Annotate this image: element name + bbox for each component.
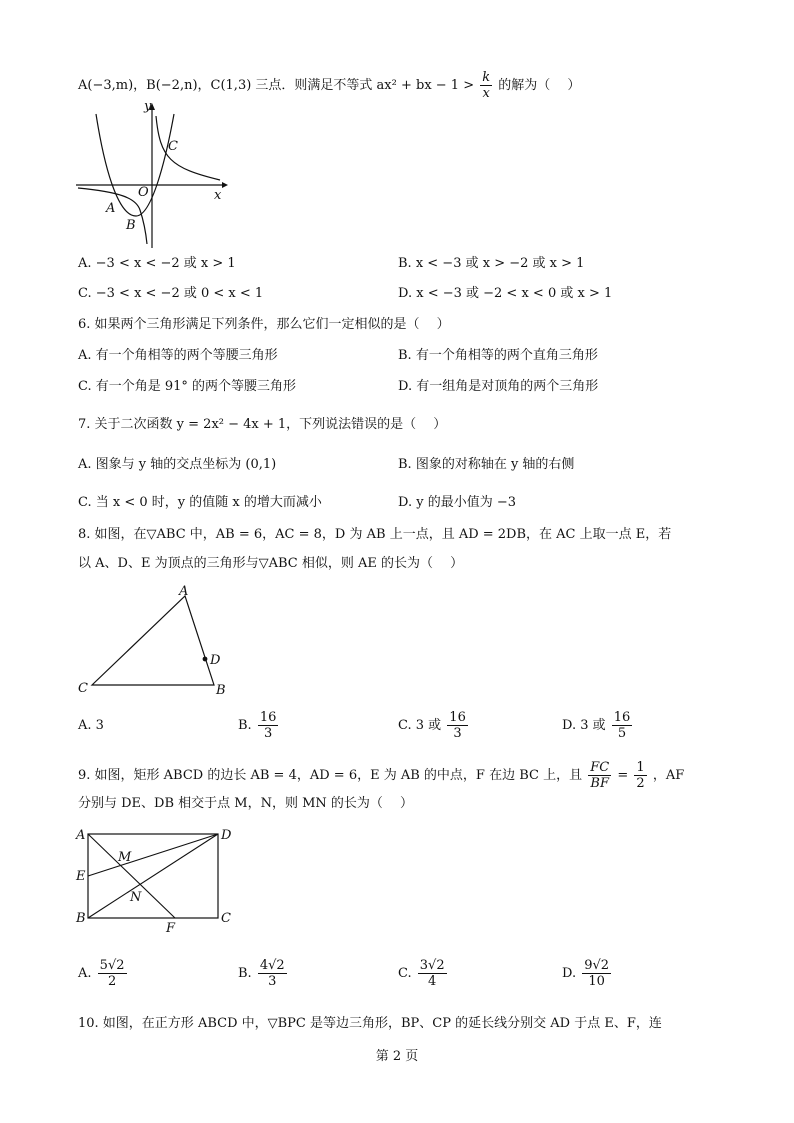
q9-option-a [78,954,129,994]
q6-option-c: C. 有一个角是 91° 的两个等腰三角形 [78,379,297,394]
q8-option-c-den: 3 [453,726,462,741]
q5-hyperbola-right [156,116,220,180]
q8-option-d-prefix: D. 3 或 [562,718,606,733]
q9-label-d: D [221,828,232,843]
q8-option-b-fraction [258,710,279,741]
q8-option-a: A. 3 [78,718,104,733]
q8-option-c-prefix: C. 3 或 [398,718,442,733]
page-number: 第 2 页 [375,1049,419,1064]
q5-label-c: C [168,139,178,154]
q9-label-n: N [130,890,142,905]
q5-option-d: D. x < −3 或 −2 < x < 0 或 x > 1 [398,286,613,301]
q8-label-c: C [78,681,88,696]
q8-option-c-fraction [447,710,468,741]
q9-stem-line1-tail: ，AF [652,768,685,783]
q5-label-x: x [214,188,222,203]
q9-frac2-den: 2 [636,776,645,791]
q5-option-b: B. x < −3 或 x > −2 或 x > 1 [398,256,585,271]
q6-option-b: B. 有一个角相等的两个直角三角形 [398,348,598,363]
q9-option-b-fraction [258,958,287,989]
q8-point-d [203,657,208,662]
q9-segment-af [88,834,175,918]
q5-fraction [480,70,492,101]
q9-option-b-den: 3 [268,974,277,989]
q8-option-b [238,707,280,745]
q9-option-d-prefix: D. [562,966,577,981]
q5-label-y: y [144,99,152,114]
q5-x-arrow [222,182,228,188]
q8-option-c [398,707,470,745]
q9-stem-line2: 分别与 DE、DB 相交于点 M，N，则 MN 的长为（ ） [78,796,414,811]
q9-segment-db [88,834,218,918]
q5-frac-num: k [482,70,491,85]
q9-option-c-prefix: C. [398,966,412,981]
q5-frac-den: x [482,86,490,101]
q9-option-d-num: 9√2 [584,958,610,973]
q5-option-c: C. −3 < x < −2 或 0 < x < 1 [78,286,264,301]
q7-option-a: A. 图象与 y 轴的交点坐标为 (0,1) [78,457,277,472]
q8-label-b: B [216,683,226,698]
q9-option-b-num: 4√2 [259,958,285,973]
q8-option-c-num: 16 [449,710,466,725]
q9-option-d-den: 10 [588,974,605,989]
q8-option-d [562,707,634,745]
q9-label-a: A [76,828,86,843]
q9-segment-de [88,834,218,876]
q8-stem-line2: 以 A、D、E 为顶点的三角形与▽ABC 相似，则 AE 的长为（ ） [78,556,464,571]
q8-option-d-num: 16 [613,710,631,725]
q9-label-c: C [221,911,231,926]
q5-label-o: O [138,185,149,200]
q8-label-d: D [210,653,221,668]
q9-option-c-fraction [418,958,447,989]
q9-fraction-fc-bf [588,760,611,791]
q9-option-a-fraction [98,958,127,989]
q8-option-b-prefix: B. [238,718,252,733]
q9-option-a-den: 2 [107,974,117,989]
q9-option-b [238,954,289,994]
q6-stem: 6. 如果两个三角形满足下列条件，那么它们一定相似的是（ ） [78,317,450,332]
q9-label-f: F [166,921,176,934]
q9-frac2-num: 1 [636,760,645,775]
q7-option-b: B. 图象的对称轴在 y 轴的右侧 [398,457,575,472]
q9-option-a-prefix: A. [78,966,92,981]
q5-graph-figure [70,98,230,250]
q8-triangle-abc [92,596,214,685]
q9-frac-num: FC [590,760,610,775]
q5-option-a: A. −3 < x < −2 或 x > 1 [78,256,236,271]
q6-option-d: D. 有一组角是对顶角的两个三角形 [398,379,599,394]
q6-option-a: A. 有一个角相等的两个等腰三角形 [78,348,278,363]
q8-label-a: A [179,584,189,599]
q9-label-b: B [76,911,86,926]
q5-stem [78,70,580,101]
q8-option-d-fraction [612,710,633,741]
q9-option-b-prefix: B. [238,966,252,981]
q9-label-m: M [118,850,132,865]
q8-option-b-den: 3 [263,726,273,741]
q5-label-b: B [126,218,136,233]
q9-label-e: E [76,869,86,884]
q10-stem: 10. 如图，在正方形 ABCD 中，▽BPC 是等边三角形，BP、CP 的延长线分别交 AD 于点 E、F，连 [78,1016,662,1031]
q9-rectangle-figure [72,822,242,934]
q9-option-a-num: 5√2 [99,958,125,973]
q5-stem-tail: 的解为（ ） [498,78,581,93]
q9-frac-den: BF [590,776,609,791]
q9-fraction-one-half [634,760,646,791]
q9-stem-line1-text: 9. 如图，矩形 ABCD 的边长 AB = 4，AD = 6，E 为 AB 的中点，F 在边 BC 上，且 [78,768,583,783]
q5-label-a: A [106,201,116,216]
q5-stem-text: A(−3,m)，B(−2,n)，C(1,3) 三点．则满足不等式 ax² + bx − 1 > [78,78,475,93]
q7-option-c: C. 当 x < 0 时，y 的值随 x 的增大而减小 [78,495,322,510]
q9-option-c [398,954,449,994]
q8-triangle-figure [72,582,242,700]
q8-stem-line1: 8. 如图，在▽ABC 中，AB = 6，AC = 8，D 为 AB 上一点，且 AD = 2DB，在 AC 上取一点 E，若 [78,527,672,542]
q8-option-d-den: 5 [617,726,627,741]
q9-option-c-den: 4 [428,974,437,989]
q9-option-d-fraction [582,958,611,989]
q7-option-d: D. y 的最小值为 −3 [398,495,516,510]
q9-option-d [562,954,613,994]
q8-option-b-num: 16 [259,710,277,725]
q7-stem: 7. 关于二次函数 y = 2x² − 4x + 1，下列说法错误的是（ ） [78,417,447,432]
q9-stem-line1 [78,758,684,794]
q9-equals: = [617,768,629,783]
q9-option-c-num: 3√2 [419,958,445,973]
